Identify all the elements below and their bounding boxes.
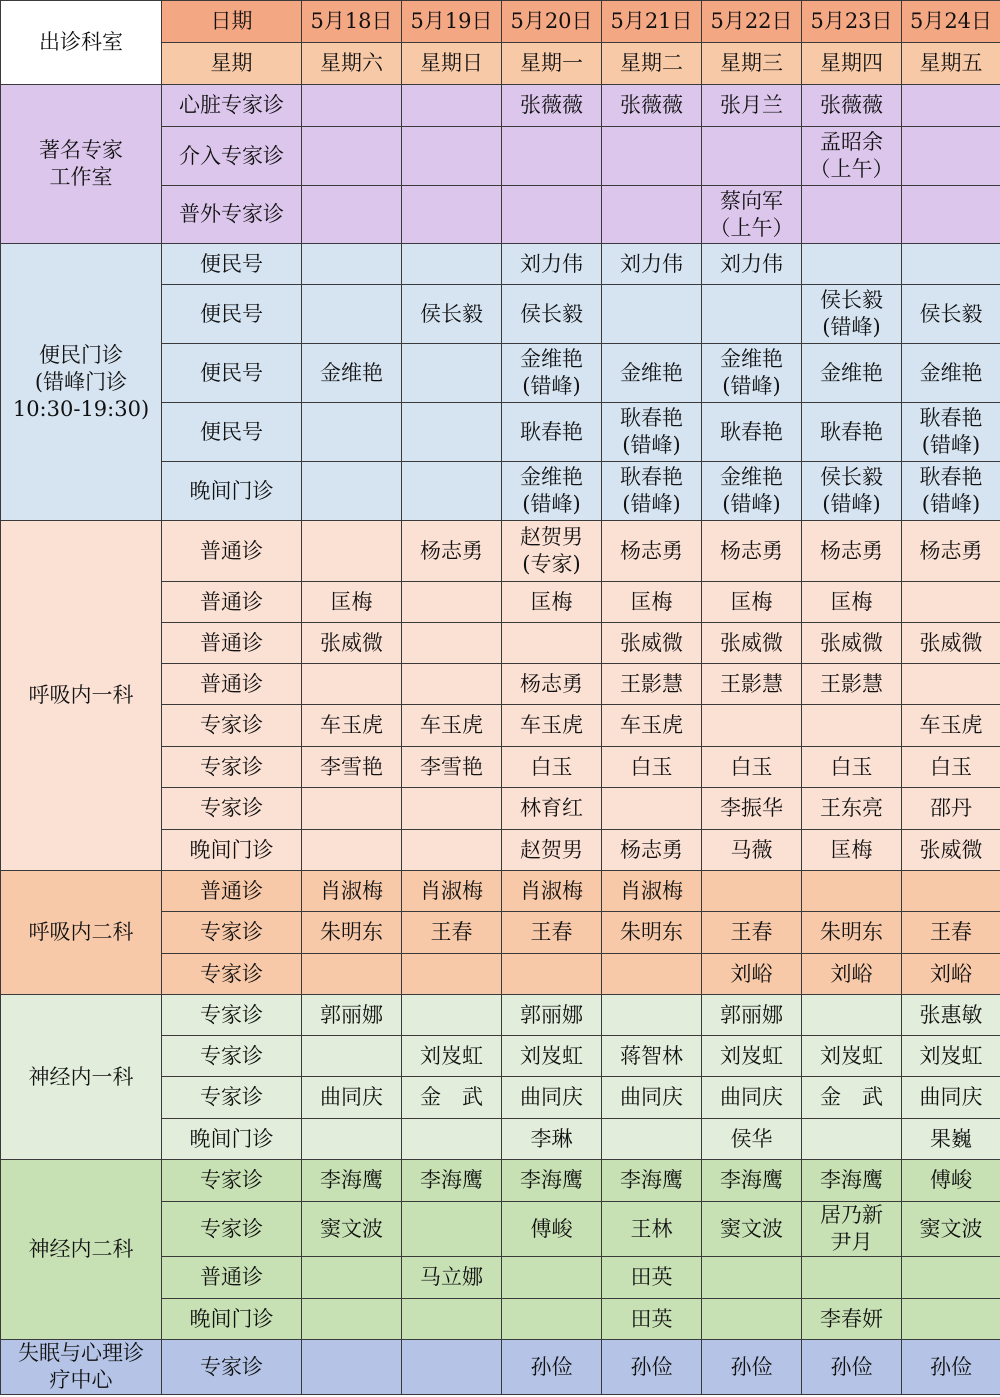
doctor-cell: 刘岌虹 (402, 1036, 502, 1077)
doctor-cell (402, 1202, 502, 1257)
doctor-cell: 白玉 (702, 747, 802, 788)
doctor-cell: 朱明东 (302, 912, 402, 954)
doctor-cell: 马薇 (702, 830, 802, 871)
doctor-cell: 刘岌虹 (902, 1036, 1000, 1077)
weekday-cell: 星期二 (602, 43, 702, 85)
doctor-cell (802, 1119, 902, 1160)
doctor-cell (402, 1299, 502, 1340)
doctor-cell: 李琳 (502, 1119, 602, 1160)
doctor-cell: 王林 (602, 1202, 702, 1257)
doctor-cell: 孙俭 (702, 1340, 802, 1395)
doctor-cell: 田英 (602, 1257, 702, 1299)
doctor-cell (502, 954, 602, 995)
doctor-cell (302, 1036, 402, 1077)
clinic-type: 晚间门诊 (162, 830, 302, 871)
doctor-cell: 张威微 (802, 623, 902, 664)
doctor-cell (302, 521, 402, 582)
doctor-cell: 林育红 (502, 788, 602, 830)
date-cell: 5月23日 (802, 1, 902, 43)
doctor-cell: 耿春艳 (错峰) (602, 462, 702, 521)
clinic-type: 晚间门诊 (162, 462, 302, 521)
doctor-cell (402, 462, 502, 521)
doctor-cell (602, 995, 702, 1036)
doctor-cell (602, 127, 702, 186)
doctor-cell: 刘峪 (902, 954, 1000, 995)
doctor-cell: 孙俭 (602, 1340, 702, 1395)
doctor-cell: 肖淑梅 (302, 871, 402, 912)
date-cell: 5月18日 (302, 1, 402, 43)
date-label: 日期 (162, 1, 302, 43)
doctor-cell: 孙俭 (902, 1340, 1000, 1395)
doctor-cell: 张薇薇 (502, 85, 602, 127)
doctor-cell (702, 705, 802, 747)
doctor-cell: 金 武 (802, 1077, 902, 1119)
doctor-cell: 杨志勇 (902, 521, 1000, 582)
clinic-type: 普通诊 (162, 1257, 302, 1299)
doctor-cell (802, 705, 902, 747)
doctor-cell: 刘岌虹 (702, 1036, 802, 1077)
doctor-cell: 孙俭 (502, 1340, 602, 1395)
doctor-cell: 匡梅 (802, 830, 902, 871)
doctor-cell: 张薇薇 (602, 85, 702, 127)
doctor-cell: 匡梅 (502, 582, 602, 623)
doctor-cell: 金维艳 (902, 344, 1000, 403)
doctor-cell (702, 1299, 802, 1340)
doctor-cell: 居乃新 尹月 (802, 1202, 902, 1257)
doctor-cell: 李雪艳 (402, 747, 502, 788)
doctor-cell: 刘峪 (802, 954, 902, 995)
department-name: 失眠与心理诊 疗中心 (1, 1340, 162, 1395)
doctor-cell (702, 285, 802, 344)
doctor-cell (402, 403, 502, 462)
doctor-cell: 王影慧 (802, 664, 902, 705)
doctor-cell: 李雪艳 (302, 747, 402, 788)
doctor-cell: 傅峻 (902, 1160, 1000, 1202)
doctor-cell: 刘岌虹 (502, 1036, 602, 1077)
doctor-cell: 耿春艳 (802, 403, 902, 462)
doctor-cell: 张威微 (302, 623, 402, 664)
doctor-cell: 孟昭余 （上午） (802, 127, 902, 186)
doctor-cell: 窦文波 (302, 1202, 402, 1257)
clinic-type: 专家诊 (162, 912, 302, 954)
weekday-cell: 星期六 (302, 43, 402, 85)
doctor-cell: 耿春艳 (502, 403, 602, 462)
doctor-cell (402, 623, 502, 664)
doctor-cell: 蔡向军 （上午） (702, 186, 802, 244)
doctor-cell (402, 186, 502, 244)
doctor-cell: 赵贺男 (502, 830, 602, 871)
doctor-cell: 李海鹰 (602, 1160, 702, 1202)
doctor-cell: 张威微 (902, 623, 1000, 664)
doctor-cell (902, 582, 1000, 623)
doctor-cell: 曲同庆 (702, 1077, 802, 1119)
doctor-cell (502, 623, 602, 664)
doctor-cell: 张惠敏 (902, 995, 1000, 1036)
clinic-type: 普外专家诊 (162, 186, 302, 244)
schedule-row (1, 244, 1000, 285)
weekday-cell: 星期日 (402, 43, 502, 85)
doctor-cell: 刘力伟 (502, 244, 602, 285)
doctor-cell: 刘岌虹 (802, 1036, 902, 1077)
date-cell: 5月22日 (702, 1, 802, 43)
doctor-cell: 杨志勇 (702, 521, 802, 582)
doctor-cell (602, 285, 702, 344)
doctor-cell: 杨志勇 (602, 521, 702, 582)
clinic-type: 晚间门诊 (162, 1299, 302, 1340)
schedule-row (1, 1340, 1000, 1395)
doctor-cell (302, 244, 402, 285)
department-name: 呼吸内二科 (1, 871, 162, 995)
date-cell: 5月21日 (602, 1, 702, 43)
doctor-cell: 王春 (502, 912, 602, 954)
doctor-cell (302, 664, 402, 705)
clinic-type: 便民号 (162, 244, 302, 285)
doctor-cell: 车玉虎 (602, 705, 702, 747)
doctor-cell: 杨志勇 (402, 521, 502, 582)
doctor-cell: 侯华 (702, 1119, 802, 1160)
doctor-cell (902, 85, 1000, 127)
department-name: 便民门诊 (错峰门诊 10:30-19:30) (1, 244, 162, 521)
doctor-cell (402, 244, 502, 285)
clinic-type: 普通诊 (162, 871, 302, 912)
department-name: 神经内一科 (1, 995, 162, 1160)
doctor-cell (402, 995, 502, 1036)
doctor-cell: 金维艳 (错峰) (502, 344, 602, 403)
doctor-cell: 张威微 (702, 623, 802, 664)
doctor-cell: 耿春艳 (错峰) (902, 462, 1000, 521)
clinic-type: 介入专家诊 (162, 127, 302, 186)
doctor-cell (402, 1340, 502, 1395)
date-cell: 5月24日 (902, 1, 1000, 43)
doctor-cell: 果巍 (902, 1119, 1000, 1160)
doctor-cell: 金维艳 (302, 344, 402, 403)
doctor-cell: 李海鹰 (402, 1160, 502, 1202)
doctor-cell: 刘峪 (702, 954, 802, 995)
doctor-cell: 邵丹 (902, 788, 1000, 830)
doctor-cell: 李振华 (702, 788, 802, 830)
doctor-cell: 蒋智林 (602, 1036, 702, 1077)
doctor-cell: 朱明东 (802, 912, 902, 954)
doctor-cell (402, 788, 502, 830)
date-cell: 5月20日 (502, 1, 602, 43)
doctor-cell: 耿春艳 (错峰) (902, 403, 1000, 462)
doctor-cell: 李海鹰 (302, 1160, 402, 1202)
doctor-cell: 王东亮 (802, 788, 902, 830)
doctor-cell: 侯长毅 (错峰) (802, 285, 902, 344)
doctor-cell (802, 995, 902, 1036)
department-name: 著名专家 工作室 (1, 85, 162, 244)
weekday-cell: 星期一 (502, 43, 602, 85)
doctor-cell (302, 788, 402, 830)
doctor-cell: 李海鹰 (502, 1160, 602, 1202)
doctor-cell: 张威微 (902, 830, 1000, 871)
doctor-cell (302, 127, 402, 186)
clinic-type: 专家诊 (162, 1160, 302, 1202)
doctor-cell: 白玉 (802, 747, 902, 788)
doctor-cell: 李海鹰 (802, 1160, 902, 1202)
doctor-cell: 肖淑梅 (502, 871, 602, 912)
doctor-cell: 车玉虎 (402, 705, 502, 747)
doctor-cell: 窦文波 (902, 1202, 1000, 1257)
clinic-type: 晚间门诊 (162, 1119, 302, 1160)
doctor-cell (702, 871, 802, 912)
doctor-cell: 金维艳 (802, 344, 902, 403)
doctor-cell: 郭丽娜 (502, 995, 602, 1036)
doctor-cell: 曲同庆 (502, 1077, 602, 1119)
doctor-cell: 白玉 (602, 747, 702, 788)
clinic-type: 专家诊 (162, 1340, 302, 1395)
doctor-cell (302, 1299, 402, 1340)
doctor-cell (902, 871, 1000, 912)
doctor-cell: 郭丽娜 (702, 995, 802, 1036)
doctor-cell: 傅峻 (502, 1202, 602, 1257)
doctor-cell (302, 462, 402, 521)
clinic-type: 心脏专家诊 (162, 85, 302, 127)
doctor-cell: 窦文波 (702, 1202, 802, 1257)
doctor-cell: 耿春艳 (702, 403, 802, 462)
doctor-cell (402, 830, 502, 871)
doctor-cell: 王影慧 (702, 664, 802, 705)
doctor-cell: 杨志勇 (502, 664, 602, 705)
doctor-cell: 肖淑梅 (602, 871, 702, 912)
doctor-cell (902, 1257, 1000, 1299)
doctor-cell (402, 954, 502, 995)
doctor-cell (402, 664, 502, 705)
doctor-cell (902, 186, 1000, 244)
doctor-cell (702, 127, 802, 186)
doctor-cell (602, 186, 702, 244)
doctor-cell (302, 403, 402, 462)
doctor-cell: 车玉虎 (502, 705, 602, 747)
doctor-cell: 朱明东 (602, 912, 702, 954)
doctor-cell: 耿春艳 (错峰) (602, 403, 702, 462)
doctor-cell: 王春 (702, 912, 802, 954)
doctor-cell (402, 344, 502, 403)
doctor-cell: 郭丽娜 (302, 995, 402, 1036)
doctor-cell: 金维艳 (错峰) (702, 344, 802, 403)
clinic-type: 专家诊 (162, 705, 302, 747)
doctor-cell: 金维艳 (602, 344, 702, 403)
doctor-cell: 王春 (402, 912, 502, 954)
doctor-cell (402, 582, 502, 623)
clinic-type: 普通诊 (162, 623, 302, 664)
doctor-cell: 曲同庆 (602, 1077, 702, 1119)
clinic-type: 专家诊 (162, 1077, 302, 1119)
weekday-cell: 星期五 (902, 43, 1000, 85)
doctor-cell (802, 871, 902, 912)
doctor-cell (302, 1257, 402, 1299)
doctor-cell: 王春 (902, 912, 1000, 954)
doctor-cell: 孙俭 (802, 1340, 902, 1395)
doctor-cell: 白玉 (902, 747, 1000, 788)
clinic-type: 普通诊 (162, 521, 302, 582)
clinic-type: 便民号 (162, 285, 302, 344)
schedule-row (1, 1160, 1000, 1202)
doctor-cell: 车玉虎 (902, 705, 1000, 747)
clinic-type: 普通诊 (162, 582, 302, 623)
doctor-cell: 杨志勇 (802, 521, 902, 582)
doctor-cell (302, 954, 402, 995)
doctor-cell: 匡梅 (702, 582, 802, 623)
doctor-cell: 侯长毅 (902, 285, 1000, 344)
schedule-row (1, 521, 1000, 582)
doctor-cell: 张月兰 (702, 85, 802, 127)
weekday-cell: 星期三 (702, 43, 802, 85)
doctor-cell: 肖淑梅 (402, 871, 502, 912)
doctor-cell (802, 1257, 902, 1299)
doctor-cell (402, 85, 502, 127)
clinic-type: 专家诊 (162, 747, 302, 788)
clinic-type: 专家诊 (162, 788, 302, 830)
doctor-cell: 王影慧 (602, 664, 702, 705)
doctor-cell: 匡梅 (302, 582, 402, 623)
clinic-type: 专家诊 (162, 954, 302, 995)
doctor-cell (902, 664, 1000, 705)
doctor-cell: 田英 (602, 1299, 702, 1340)
date-header-row (1, 1, 1000, 43)
doctor-cell: 匡梅 (802, 582, 902, 623)
doctor-cell (702, 1257, 802, 1299)
doctor-cell: 侯长毅 (402, 285, 502, 344)
doctor-cell: 金 武 (402, 1077, 502, 1119)
doctor-cell (302, 830, 402, 871)
weekday-label: 星期 (162, 43, 302, 85)
clinic-type: 便民号 (162, 344, 302, 403)
doctor-cell (802, 244, 902, 285)
clinic-type: 普通诊 (162, 664, 302, 705)
doctor-cell: 赵贺男 (专家) (502, 521, 602, 582)
doctor-cell: 曲同庆 (302, 1077, 402, 1119)
doctor-cell: 侯长毅 (502, 285, 602, 344)
doctor-cell: 刘力伟 (602, 244, 702, 285)
department-name: 神经内二科 (1, 1160, 162, 1340)
doctor-cell (302, 186, 402, 244)
doctor-cell (602, 1119, 702, 1160)
doctor-cell (502, 186, 602, 244)
department-header: 出诊科室 (1, 1, 162, 85)
doctor-cell (502, 1299, 602, 1340)
schedule-row (1, 85, 1000, 127)
doctor-cell: 匡梅 (602, 582, 702, 623)
doctor-cell (402, 1119, 502, 1160)
doctor-cell: 金维艳 (错峰) (502, 462, 602, 521)
doctor-cell (602, 788, 702, 830)
doctor-cell (802, 186, 902, 244)
clinic-type: 专家诊 (162, 1202, 302, 1257)
schedule-row (1, 871, 1000, 912)
doctor-cell (902, 1299, 1000, 1340)
doctor-cell: 刘力伟 (702, 244, 802, 285)
doctor-cell (302, 1340, 402, 1395)
doctor-cell: 车玉虎 (302, 705, 402, 747)
doctor-cell: 金维艳 (错峰) (702, 462, 802, 521)
doctor-cell (302, 1119, 402, 1160)
doctor-cell (502, 1257, 602, 1299)
doctor-cell: 白玉 (502, 747, 602, 788)
clinic-type: 便民号 (162, 403, 302, 462)
doctor-cell: 曲同庆 (902, 1077, 1000, 1119)
doctor-cell: 马立娜 (402, 1257, 502, 1299)
doctor-cell: 杨志勇 (602, 830, 702, 871)
clinic-type: 专家诊 (162, 995, 302, 1036)
department-name: 呼吸内一科 (1, 521, 162, 871)
doctor-cell (602, 954, 702, 995)
date-cell: 5月19日 (402, 1, 502, 43)
doctor-cell: 李春妍 (802, 1299, 902, 1340)
doctor-cell (302, 285, 402, 344)
doctor-cell (902, 244, 1000, 285)
doctor-cell: 张威微 (602, 623, 702, 664)
doctor-cell (502, 127, 602, 186)
doctor-cell: 张薇薇 (802, 85, 902, 127)
doctor-cell: 李海鹰 (702, 1160, 802, 1202)
doctor-cell (902, 127, 1000, 186)
clinic-type: 专家诊 (162, 1036, 302, 1077)
weekday-cell: 星期四 (802, 43, 902, 85)
doctor-cell: 侯长毅 (错峰) (802, 462, 902, 521)
doctor-cell (402, 127, 502, 186)
doctor-cell (302, 85, 402, 127)
schedule-row (1, 995, 1000, 1036)
